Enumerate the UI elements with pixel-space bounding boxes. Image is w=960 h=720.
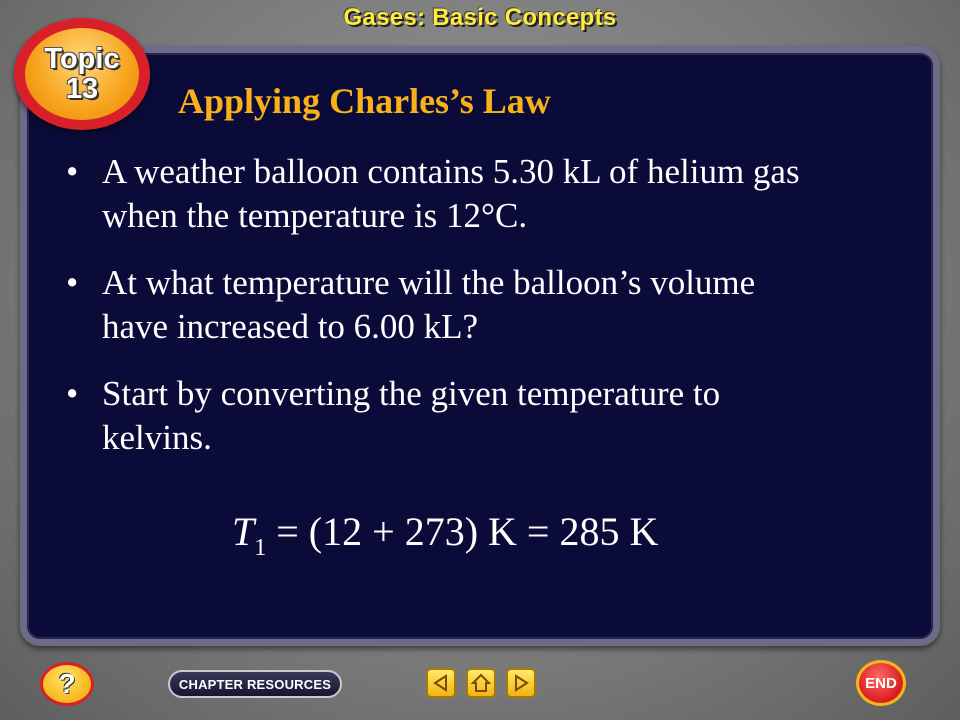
help-button[interactable]: ? (40, 662, 94, 706)
bullet-item (66, 261, 826, 349)
next-button[interactable] (506, 668, 536, 698)
home-button[interactable] (466, 668, 496, 698)
equation-subscript: 1 (254, 535, 267, 561)
previous-icon (432, 674, 450, 692)
next-icon (512, 674, 530, 692)
header-title: Gases: Basic Concepts (343, 4, 617, 31)
bullet-item (66, 372, 826, 460)
bullet-list (66, 150, 826, 483)
equation-symbol: T (232, 509, 255, 554)
topic-badge (14, 18, 150, 130)
bullet-text: Start by converting the given temperature to kelvins. (102, 374, 721, 457)
topic-badge-inner (25, 28, 139, 120)
bullet-dot: • (66, 152, 79, 191)
equation (232, 508, 658, 562)
slide-title: Applying Charles’s Law (178, 81, 551, 121)
bullet-text: At what temperature will the balloon’s volume have increased to 6.00 kL? (102, 263, 756, 346)
bullet-text: A weather balloon contains 5.30 kL of helium gas when the temperature is 12°C. (102, 152, 800, 235)
bullet-item (66, 150, 826, 238)
home-icon (471, 673, 491, 693)
topic-label: Topic (44, 43, 120, 75)
chapter-resources-button[interactable]: CHAPTER RESOURCES (168, 670, 342, 698)
end-button[interactable]: END (856, 660, 906, 706)
equation-expression: = (12 + 273) K = 285 K (266, 509, 659, 554)
bullet-dot: • (66, 263, 79, 302)
topic-number: 13 (65, 73, 99, 105)
bullet-dot: • (66, 374, 79, 413)
previous-button[interactable] (426, 668, 456, 698)
